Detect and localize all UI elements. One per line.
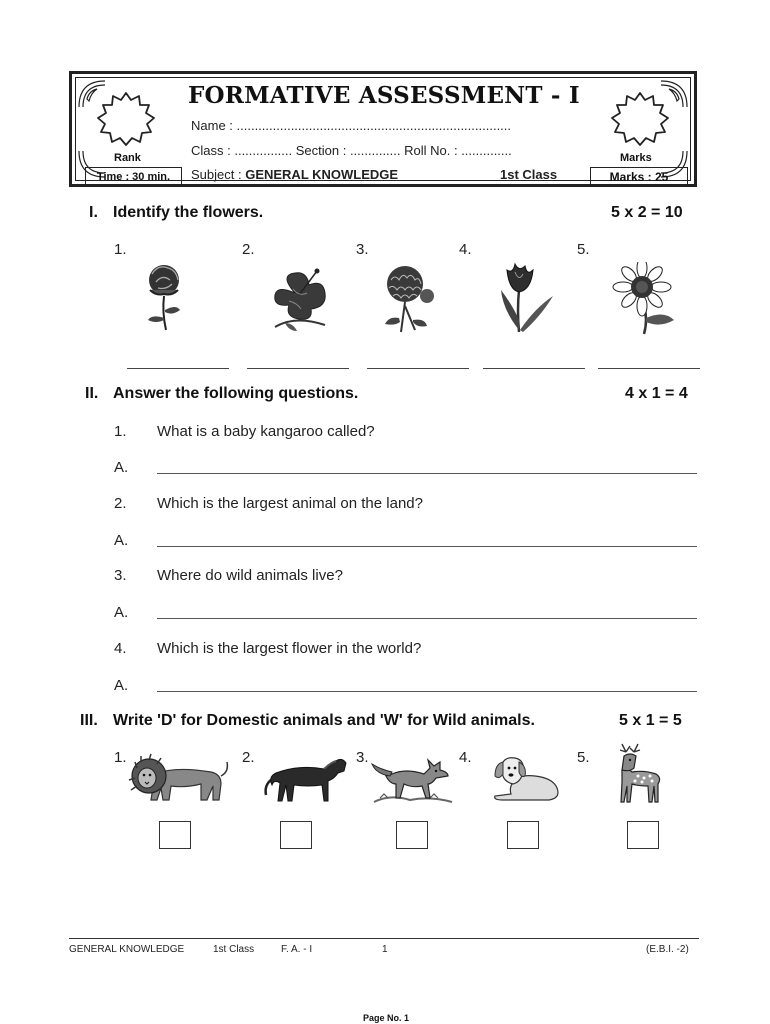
question-number: 4. — [114, 640, 127, 657]
animal-number: 5. — [577, 749, 590, 766]
page-number-label: Page No. 1 — [363, 1013, 410, 1023]
marks-box: Marks : 25 — [590, 167, 688, 187]
subject-label: Subject : — [191, 167, 246, 182]
answer-label: A. — [114, 532, 129, 549]
animal-number: 2. — [242, 749, 255, 766]
footer-divider — [69, 938, 699, 939]
animal-number: 3. — [356, 749, 369, 766]
question-text: Which is the largest animal on the land? — [157, 495, 423, 512]
hibiscus-icon — [255, 265, 335, 337]
answer-checkbox[interactable] — [280, 821, 312, 849]
flower-number: 2. — [242, 241, 255, 258]
footer-test: F. A. - I — [281, 944, 313, 955]
name-field: Name : ............................................................................ — [191, 118, 512, 133]
time-box: Time : 30 min. — [85, 167, 182, 187]
deer-icon — [608, 742, 668, 806]
question-text: Which is the largest flower in the world? — [157, 640, 422, 657]
section-2-heading: Answer the following questions. — [113, 385, 359, 402]
answer-blank[interactable] — [247, 368, 349, 369]
rose-icon — [138, 260, 190, 332]
section-2-marks: 4 x 1 = 4 — [625, 385, 688, 402]
class-value: 1st Class — [500, 167, 558, 182]
rank-label: Rank — [114, 152, 141, 164]
answer-line[interactable] — [157, 691, 697, 692]
marigold-icon — [375, 262, 439, 334]
answer-line[interactable] — [157, 546, 697, 547]
question-number: 3. — [114, 567, 127, 584]
horse-icon — [262, 755, 352, 805]
answer-blank[interactable] — [367, 368, 469, 369]
animal-number: 1. — [114, 749, 127, 766]
footer-code: (E.B.I. -2) — [646, 944, 689, 955]
section-3-number: III. — [80, 712, 98, 729]
flower-number: 3. — [356, 241, 369, 258]
answer-checkbox[interactable] — [507, 821, 539, 849]
dog-icon — [483, 752, 565, 806]
tulip-icon — [495, 260, 559, 334]
answer-checkbox[interactable] — [159, 821, 191, 849]
answer-line[interactable] — [157, 473, 697, 474]
answer-checkbox[interactable] — [627, 821, 659, 849]
answer-line[interactable] — [157, 618, 697, 619]
flower-number: 5. — [577, 241, 590, 258]
flower-number: 1. — [114, 241, 127, 258]
section-1-heading: Identify the flowers. — [113, 204, 264, 221]
footer-class: 1st Class — [213, 944, 255, 955]
subject-value: GENERAL KNOWLEDGE — [245, 167, 399, 182]
answer-blank[interactable] — [598, 368, 700, 369]
answer-blank[interactable] — [127, 368, 229, 369]
marks-label: Marks — [620, 152, 652, 164]
flower-number: 4. — [459, 241, 472, 258]
answer-label: A. — [114, 677, 129, 694]
marks-seal-icon — [608, 90, 672, 150]
animal-number: 4. — [459, 749, 472, 766]
section-3-heading: Write 'D' for Domestic animals and 'W' for Wild animals. — [113, 712, 535, 729]
rank-seal-icon — [94, 90, 158, 150]
question-number: 2. — [114, 495, 127, 512]
page-title: FORMATIVE ASSESSMENT - I — [188, 82, 580, 109]
answer-blank[interactable] — [483, 368, 585, 369]
answer-checkbox[interactable] — [396, 821, 428, 849]
subject-line — [191, 167, 398, 182]
footer-page-number: 1 — [382, 944, 388, 955]
class-section-roll-field: Class : ................ Section : .............. Roll No. : .............. — [191, 143, 512, 158]
answer-label: A. — [114, 604, 129, 621]
question-text: Where do wild animals live? — [157, 567, 343, 584]
fox-icon — [370, 754, 456, 806]
section-1-marks: 5 x 2 = 10 — [611, 204, 683, 221]
answer-label: A. — [114, 459, 129, 476]
sunflower-icon — [604, 262, 684, 336]
question-text: What is a baby kangaroo called? — [157, 423, 375, 440]
section-2-number: II. — [85, 385, 99, 402]
footer-subject: GENERAL KNOWLEDGE — [69, 944, 185, 955]
lion-icon — [125, 752, 230, 804]
question-number: 1. — [114, 423, 127, 440]
section-3-marks: 5 x 1 = 5 — [619, 712, 682, 729]
section-1-number: I. — [89, 204, 98, 221]
